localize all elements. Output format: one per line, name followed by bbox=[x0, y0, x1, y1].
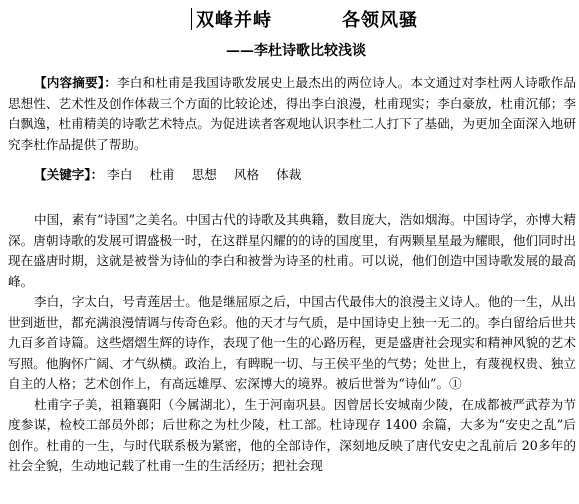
keywords-label: 【关键字】： bbox=[34, 167, 104, 182]
text-cursor bbox=[191, 8, 192, 30]
keyword: 思想 bbox=[191, 167, 217, 182]
keyword: 杜甫 bbox=[149, 167, 175, 182]
abstract-paragraph bbox=[8, 73, 576, 155]
keyword: 李白 bbox=[107, 167, 133, 182]
subtitle: ——李杜诗歌比较浅谈 bbox=[226, 43, 366, 59]
title-right: 各领风骚 bbox=[342, 10, 418, 31]
body-paragraph: 中国，素有“诗国”之美名。中国古代的诗歌及其典籍，数目庞大，浩如烟海。中国诗学，亦博大精深。唐朝诗歌的发展可谓盛极一时，在这群星闪耀的的诗的国度里，有两颗星星最为耀眼，他们同时出现在盛唐时期，这就是被誉为诗仙的李白和被誉为诗圣的杜甫。可以说，他们创造中国诗歌发展的最高峰。 bbox=[8, 212, 576, 289]
title-row bbox=[0, 4, 579, 32]
body-paragraph: 杜甫字子美，祖籍襄阳（今属湖北），生于河南巩县。因曾居长安城南少陵，在成都被严武荐为节度参谋，检校工部员外郎；后世称之为杜少陵，杜工部。杜诗现存 1400 余篇，大多为“安史之乱”后创作。杜甫的一生，与时代联系极为紧密，他的全部诗作，深刻地反映了唐代安史之乱前后 20多年的社会全貌，生动地记载了杜甫一生的生活经历；把社会现 bbox=[8, 396, 576, 473]
abstract-text: 李白和杜甫是我国诗歌发展史上最杰出的两位诗人。本文通过对李杜两人诗歌作品思想性、艺术性及创作体裁三个方面的比较论述，得出李白浪漫，杜甫现实；李白豪放，杜甫沉郁；李白飘逸，杜甫精美的诗歌艺术特点。为促进读者客观地认识李杜二人打下了基础，为更加全面深入地研究李杜作品提供了帮助。 bbox=[8, 75, 576, 152]
title-left: 双峰并峙 bbox=[196, 10, 272, 31]
body-text bbox=[8, 210, 576, 477]
body-paragraph: 李白，字太白，号青莲居士。他是继屈原之后，中国古代最伟大的浪漫主义诗人。他的一生，从出世到逝世，都充满浪漫情调与传奇色彩。他的天才与气质，是中国诗史上独一无二的。李白留给后世共九百多首诗篇。这些熠熠生辉的诗作，表现了他一生的心路历程，更是盛唐社会现实和精神风貌的艺术写照。他胸怀广阔、才气纵横。政治上，有睥睨一切、与王侯平坐的气势；处世上，有蔑视权贵、独立自主的人格；艺术创作上，有高远雄厚、宏深博大的境界。被后世誉为“诗仙”。① bbox=[8, 294, 576, 391]
keyword: 体裁 bbox=[276, 167, 302, 182]
keyword: 风格 bbox=[233, 167, 260, 182]
abstract-label: 【内容摘要】： bbox=[34, 75, 117, 90]
keywords-line bbox=[8, 165, 576, 186]
